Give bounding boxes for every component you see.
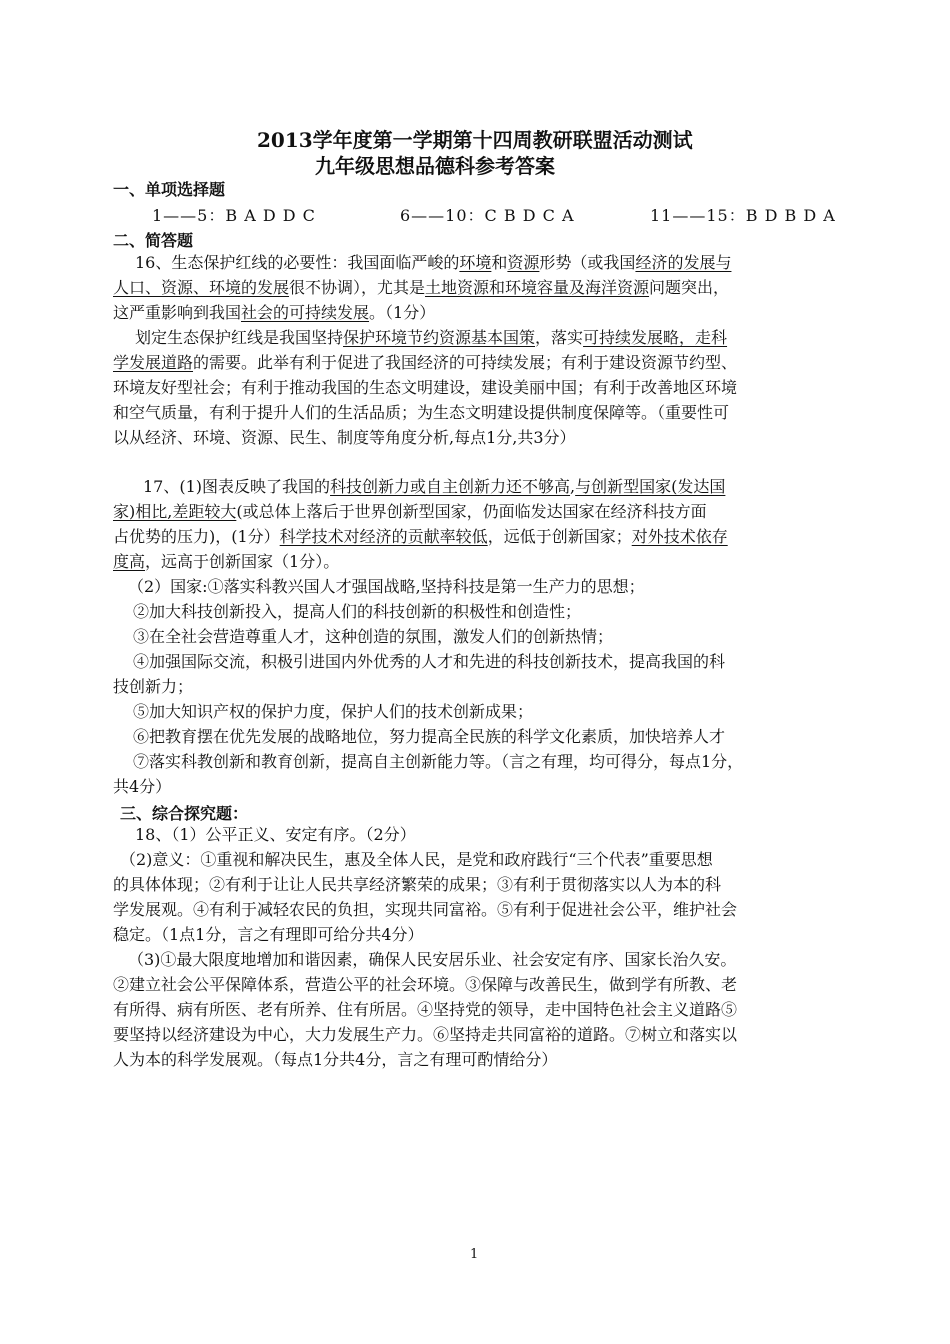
page-title: 2013学年度第一学期第十四周教研联盟活动测试 (257, 128, 693, 152)
q17-line-12: ⑦落实科教创新和教育创新，提高自主创新能力等。（言之有理，均可得分，每点1分， (133, 752, 744, 771)
text-span: 形势（或我国 (539, 253, 636, 272)
q17-line-11: ⑥把教育摆在优先发展的战略地位，努力提高全民族的科学文化素质，加快培养人才 (133, 727, 726, 746)
underlined-span: 土地资源和环境容量及海洋资源 (425, 278, 650, 297)
q17-line-13: 共4分） (113, 777, 172, 796)
text-span: 17、(1)图表反映了我国的 (143, 477, 331, 496)
section-heading-multiple-choice: 一、单项选择题 (113, 180, 226, 199)
underlined-span: 度高 (113, 552, 146, 571)
q16-line-5 (113, 353, 737, 373)
page-number: 1 (470, 1247, 479, 1262)
q16-line-7: 和空气质量，有利于提升人们的生活品质；为生态文明建设提供制度保障等。（重要性可 (113, 403, 730, 422)
mc-answers-6-10: 6——10：C B D C A (400, 206, 575, 225)
text-span: ，远高于创新国家（1分）。 (145, 552, 340, 571)
text-span: 问题突出， (649, 278, 730, 297)
q17-line-8: ④加强国际交流，积极引进国内外优秀的人才和先进的科技创新技术，提高我国的科 (133, 652, 726, 671)
underlined-span: 环境 (459, 253, 492, 272)
mc-answers-1-5: 1——5：B A D D C (152, 206, 316, 225)
q16-line-2 (113, 278, 729, 298)
q16-line-4 (135, 328, 727, 348)
text-span: 。（1分） (369, 303, 436, 322)
q16-line-1 (135, 253, 731, 273)
q17-line-6: ②加大科技创新投入，提高人们的科技创新的积极性和创造性； (133, 602, 582, 621)
q17-line-3 (113, 527, 728, 547)
q18-line-4: 学发展观。④有利于减轻农民的负担，实现共同富裕。⑤有利于促进社会公平，维护社会 (113, 900, 738, 919)
section-heading-short-answer: 二、简答题 (113, 231, 194, 250)
q17-line-1 (143, 477, 725, 497)
text-span: 划定生态保护红线是我国坚持 (135, 328, 344, 347)
text-span: ，落实 (535, 328, 584, 347)
q17-line-7: ③在全社会营造尊重人才，这种创造的氛围，激发人们的创新热情； (133, 627, 614, 646)
underlined-span: 经济的发展与 (635, 253, 732, 272)
q18-line-6: （3)①最大限度地增加和谐因素，确保人民安居乐业、社会安定有序、国家长治久安。 (128, 950, 737, 969)
underlined-span: 资源 (507, 253, 540, 272)
underlined-span: 科学技术对经济的贡献率较低 (279, 527, 488, 546)
text-span: , (570, 477, 576, 496)
q18-line-5: 稳定。（1点1分，言之有理即可给分共4分） (113, 925, 424, 944)
q18-line-2: （2)意义：①重视和解决民生，惠及全体人民，是党和政府践行“三个代表”重要思想 (120, 850, 713, 869)
underlined-span: 可持续发展略，走科 (583, 328, 728, 347)
underlined-span: 对外技术依存 (631, 527, 728, 546)
q17-line-9: 技创新力； (113, 677, 194, 696)
q16-line-6: 环境友好型社会；有利于推动我国的生态文明建设，建设美丽中国；有利于改善地区环境 (113, 378, 738, 397)
q17-line-2 (113, 502, 707, 522)
underlined-span: 家)相比,差距较大 (113, 502, 237, 521)
q16-line-3 (113, 303, 435, 323)
text-span: 占优势的压力)，(1分） (113, 527, 280, 546)
text-span: 和 (491, 253, 508, 272)
q17-line-4 (113, 552, 339, 572)
q18-line-7: ②建立社会公平保障体系，营造公平的社会环境。③保障与改善民生，做到学有所教、老 (113, 975, 738, 994)
section-heading-comprehensive: 三、综合探究题： (120, 804, 249, 823)
underlined-span: 保护环境节约资源基本国策 (343, 328, 536, 347)
q16-line-8: 以从经济、环境、资源、民生、制度等角度分析,每点1分,共3分） (113, 428, 576, 447)
text-span: 16、生态保护红线的必要性：我国面临严峻的 (135, 253, 460, 272)
q18-line-10: 人为本的科学发展观。（每点1分共4分，言之有理可酌情给分） (113, 1050, 558, 1069)
text-span: 很不协调），尤其是 (289, 278, 426, 297)
q17-line-5: （2）国家:①落实科教兴国人才强国战略,坚持科技是第一生产力的思想； (128, 577, 645, 596)
text-span: ，远低于创新国家； (487, 527, 632, 546)
q17-line-10: ⑤加大知识产权的保护力度，保护人们的技术创新成果； (133, 702, 534, 721)
underlined-span: 科技创新力或自主创新力还不够高 (330, 477, 571, 496)
text-span: (或总体上落后于世界创新型国家，仍面临发达国家在经济科技方面 (236, 502, 707, 521)
text-span: 的需要。此举有利于促进了我国经济的可持续发展；有利于建设资源节约型、 (193, 353, 738, 372)
underlined-span: 学发展道路 (113, 353, 194, 372)
q18-line-8: 有所得、病有所医、老有所养、住有所居。④坚持党的领导，走中国特色社会主义道路⑤ (113, 1000, 738, 1019)
underlined-span: 社会的可持续发展 (241, 303, 370, 322)
mc-answers-11-15: 11——15：B D B D A (650, 206, 836, 225)
q18-line-9: 要坚持以经济建设为中心，大力发展生产力。⑥坚持走共同富裕的道路。⑦树立和落实以 (113, 1025, 738, 1044)
q18-line-3: 的具体体现；②有利于让让人民共享经济繁荣的成果；③有利于贯彻落实以人为本的科 (113, 875, 722, 894)
page-subtitle: 九年级思想品德科参考答案 (315, 154, 555, 178)
q18-line-1: 18、（1）公平正义、安定有序。（2分） (135, 825, 416, 844)
underlined-span: 人口、资源、环境的发展 (113, 278, 290, 297)
text-span: 这严重影响到我国 (113, 303, 242, 322)
underlined-span: 与创新型国家(发达国 (575, 477, 726, 496)
